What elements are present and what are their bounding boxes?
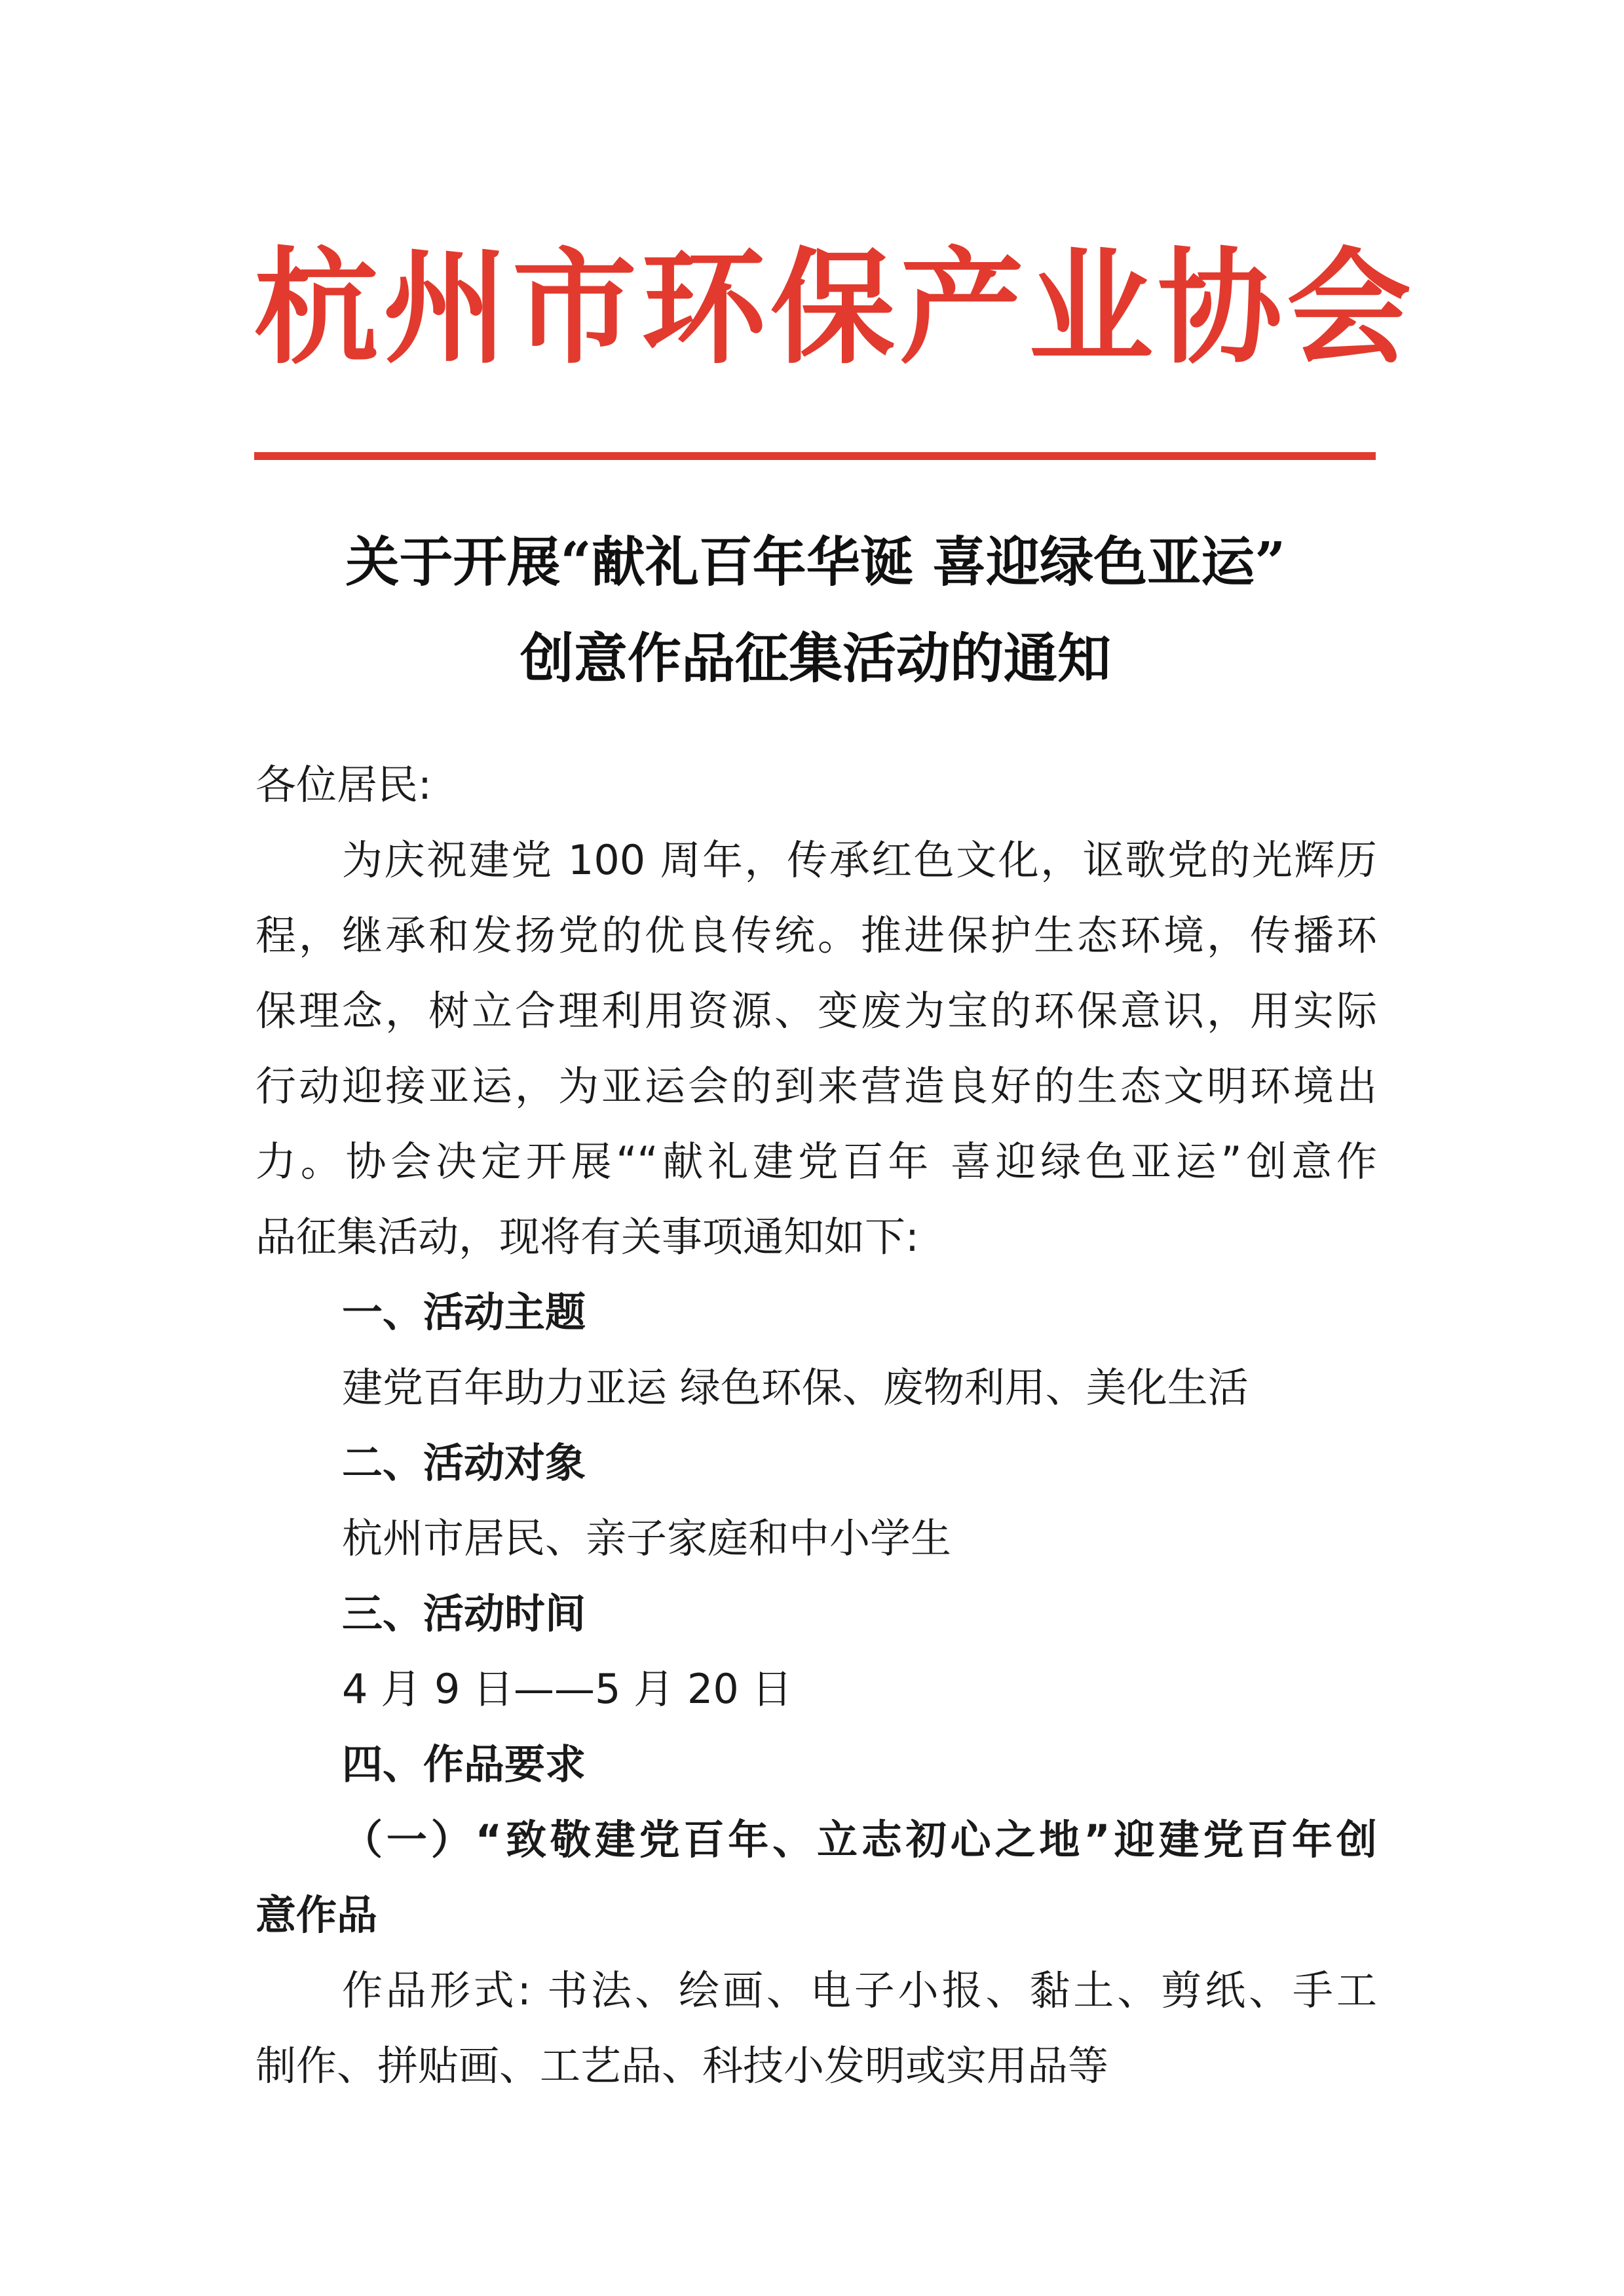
section-heading-requirements: 四、作品要求 [342,1740,586,1788]
intro-line-2: 程，继承和发扬党的优良传统。推进保护生态环境，传播环 [255,911,1377,959]
section-heading-time: 三、活动时间 [342,1590,586,1637]
intro-line-5: 力。协会决定开展““献礼建党百年 喜迎绿色亚运”创意作 [255,1138,1377,1185]
work-form-line-1: 作品形式: 书法、绘画、电子小报、黏土、剪纸、手工 [342,1966,1377,2014]
letterhead-divider [254,452,1376,460]
section-heading-audience: 二、活动对象 [342,1439,586,1487]
subsection-heading-line-2: 意作品 [255,1891,378,1939]
section-text-audience: 杭州市居民、亲子家庭和中小学生 [342,1514,952,1562]
intro-line-3: 保理念，树立合理利用资源、变废为宝的环保意识，用实际 [255,987,1377,1035]
document-title-line-1: 关于开展“献礼百年华诞 喜迎绿色亚运” [345,531,1286,594]
intro-line-6: 品征集活动，现将有关事项通知如下: [255,1213,919,1261]
section-text-theme: 建党百年助力亚运 绿色环保、废物利用、美化生活 [342,1364,1249,1411]
subsection-heading-line-1: （一）“致敬建党百年、立志初心之地”迎建党百年创 [342,1816,1377,1864]
work-form-line-2: 制作、拼贴画、工艺品、科技小发明或实用品等 [255,2042,1109,2090]
organization-letterhead: 杭州市环保产业协会 [254,235,1416,381]
intro-line-1: 为庆祝建党 100 周年，传承红色文化，讴歌党的光辉历 [342,836,1377,884]
salutation: 各位居民: [255,761,432,809]
document-title-line-2: 创意作品征集活动的通知 [519,627,1111,690]
intro-line-4: 行动迎接亚运，为亚运会的到来营造良好的生态文明环境出 [255,1062,1377,1110]
section-text-time: 4 月 9 日——5 月 20 日 [342,1665,793,1713]
section-heading-theme: 一、活动主题 [342,1288,586,1336]
